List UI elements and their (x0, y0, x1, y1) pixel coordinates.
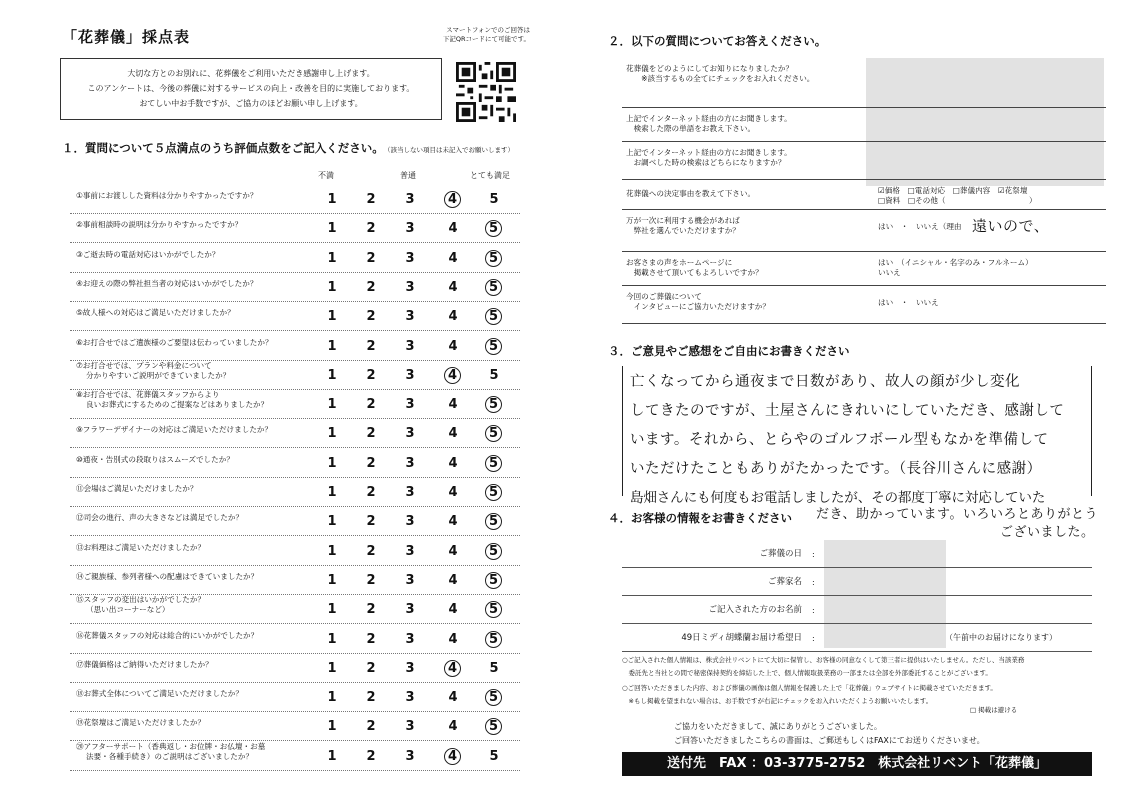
score-option-selected[interactable]: 5 (485, 338, 502, 355)
score-option[interactable]: 2 (366, 719, 376, 735)
question-row (72, 741, 522, 770)
score-option[interactable]: 2 (366, 631, 376, 647)
score-option[interactable]: 2 (366, 250, 376, 266)
score-option[interactable]: 1 (327, 572, 337, 588)
question-text: ⑬お料理はご満足いただけましたか？ (76, 542, 206, 552)
score-option[interactable]: 1 (327, 455, 337, 471)
question-text: ⑮スタッフの変出はいかがでしたか？ （思い出コーナーなど） (76, 595, 206, 615)
question-text: ⑧お打合せでは、花葬儀スタッフからより 良いお葬式にするためのご提案などはありましたか？ (76, 390, 269, 410)
survey-row (622, 286, 1106, 324)
score-option[interactable]: 4 (448, 279, 458, 295)
qr-note: スマートフォンでのご回答は 下記QRコードにて可能です。 (442, 26, 530, 43)
survey-row (622, 180, 1106, 210)
row-divider (70, 770, 520, 771)
info-field[interactable] (824, 544, 1084, 566)
info-colon: : (812, 634, 815, 643)
comment-line: してきたのですが、土屋さんにきれいにしていただき、感謝して (630, 403, 1065, 419)
score-option[interactable]: 3 (405, 279, 415, 295)
score-option-selected[interactable]: 4 (444, 660, 461, 677)
survey-row (622, 252, 1106, 286)
intro-line: このアンケートは、今後の葬儀に対するサービスの向上・改善を目的に実施しております。 (87, 84, 415, 93)
score-option[interactable]: 4 (448, 426, 458, 442)
score-option[interactable]: 3 (405, 748, 415, 764)
scale-low: 不満 (318, 171, 334, 180)
survey-answer[interactable]: ☑価格 □電話対応 □葬儀内容 ☑花祭壇 □資料 □その他（ ） (878, 186, 1037, 205)
score-option[interactable]: 3 (405, 397, 415, 413)
score-option[interactable]: 1 (327, 543, 337, 559)
section4-title: ４．お客様の情報をお書きください (608, 511, 792, 525)
score-option[interactable]: 3 (405, 367, 415, 383)
question-row (72, 184, 522, 213)
score-option[interactable]: 3 (405, 719, 415, 735)
section3-title: ３．ご意見やご感想をご自由にお書きください (608, 344, 850, 358)
question-row (72, 418, 522, 447)
score-option[interactable]: 5 (489, 660, 499, 676)
survey-question: 万が一次に利用する機会があれば 弊社を選んでいただけますか？ (626, 216, 740, 235)
comment-line: だき、助かっています。いろいろとありがとう (816, 507, 1098, 522)
survey-question: 花葬儀をどのようにしてお知りになりましたか？ ※該当するもの全てにチェックをお入れください。 (626, 64, 815, 83)
question-text: ⑱お葬式全体についてご満足いただけましたか？ (76, 689, 243, 699)
score-option[interactable]: 3 (405, 221, 415, 237)
score-option[interactable]: 3 (405, 631, 415, 647)
section1-note: （該当しない項目は未記入でお願いします） (384, 146, 514, 154)
score-option[interactable]: 3 (405, 660, 415, 676)
score-option[interactable]: 3 (405, 192, 415, 207)
score-option-selected[interactable]: 5 (485, 396, 502, 413)
question-row (72, 389, 522, 418)
score-option[interactable]: 3 (405, 338, 415, 354)
intro-line: 大切な方とのお別れに、花葬儀をご利用いただき感謝申し上げます。 (127, 69, 375, 78)
score-option[interactable]: 4 (448, 543, 458, 559)
question-text: ⑪会場はご満足いただけましたか？ (76, 484, 198, 493)
question-text: ⑭ご親族様、参列者様への配慮はできていましたか？ (76, 571, 259, 581)
question-row (72, 565, 522, 594)
score-option[interactable]: 3 (405, 572, 415, 588)
score-option[interactable]: 4 (448, 572, 458, 588)
score-option[interactable]: 3 (405, 602, 415, 618)
question-row (72, 594, 522, 623)
score-option-selected[interactable]: 5 (485, 279, 502, 296)
score-option-selected[interactable]: 5 (485, 425, 502, 442)
score-option[interactable]: 5 (489, 748, 499, 764)
score-option[interactable]: 2 (366, 602, 376, 618)
score-option[interactable]: 1 (327, 192, 337, 207)
question-row (72, 360, 522, 389)
score-option[interactable]: 3 (405, 690, 415, 706)
question-text: ⑫司会の進行、声の大きさなどは満足でしたか？ (76, 513, 244, 523)
question-row (72, 301, 522, 330)
survey-row (622, 210, 1106, 252)
score-option[interactable]: 4 (448, 455, 458, 471)
score-option[interactable]: 1 (327, 309, 337, 325)
survey-question: お客さまの声をホームページに 掲載させて頂いてもよろしいですか？ (626, 258, 763, 277)
question-row (72, 653, 522, 682)
survey-question: 上記でインターネット経由の方にお聞きします。 お調べした時の検索はどちらになりますか？ (626, 148, 792, 167)
question-text: ⑲花祭壇はご満足いただけましたか？ (76, 718, 206, 728)
score-option[interactable]: 2 (366, 338, 376, 354)
score-option[interactable]: 1 (327, 221, 337, 237)
score-option-selected[interactable]: 5 (485, 572, 502, 589)
score-option-selected[interactable]: 5 (485, 543, 502, 560)
question-text: ⑳アフターサポート（香典返し・お位牌・お仏壇・お墓 法要・各種手続き）のご説明はございましたか？ (76, 741, 266, 761)
survey-answer[interactable]: はい （イニシャル・名字のみ・フルネーム） いいえ (878, 258, 1033, 277)
score-option[interactable]: 1 (327, 631, 337, 647)
comment-line: 亡くなってから通夜まで日数があり、故人の顔が少し変化 (630, 374, 1020, 390)
score-option-selected[interactable]: 5 (485, 250, 502, 267)
comment-line: います。それから、とらやのゴルフボール型もなかを準備して (630, 432, 1049, 448)
question-row (72, 243, 522, 272)
survey-question: 花葬儀への決定事由を教えて下さい。 (626, 189, 756, 198)
score-option[interactable]: 2 (366, 192, 376, 207)
score-option[interactable]: 1 (327, 338, 337, 354)
score-option[interactable]: 1 (327, 514, 337, 530)
question-text: ⑥お打合せではご遺族様のご要望は伝わっていましたか？ (76, 337, 273, 347)
question-text: ⑨フラワーデザイナーの対応はご満足いただけましたか？ (76, 425, 273, 435)
score-option[interactable]: 4 (448, 338, 458, 354)
survey-answer[interactable]: はい ・ いいえ (878, 298, 939, 307)
section2-title: ２．以下の質問についてお答えください。 (608, 34, 827, 48)
info-colon: : (812, 578, 815, 587)
question-row (72, 536, 522, 565)
score-option[interactable]: 2 (366, 748, 376, 764)
score-option-selected[interactable]: 4 (444, 748, 461, 765)
question-text: ⑩通夜・告別式の段取りはスムーズでしたか？ (76, 454, 234, 464)
score-option[interactable]: 4 (448, 309, 458, 325)
score-option-selected[interactable]: 5 (485, 220, 502, 237)
thanks-text: ご協力をいただきまして、誠にありがとうございました。 ご回答いただきましたこちらの書面は、ご郵送もしくはFAXにてお送りくださいませ。 (674, 722, 985, 745)
question-text: ③ご逝去時の電話対応はいかがでしたか？ (76, 249, 220, 259)
score-option[interactable]: 1 (327, 719, 337, 735)
question-row (72, 477, 522, 506)
score-option[interactable]: 2 (366, 485, 376, 500)
score-option[interactable]: 2 (366, 660, 376, 676)
score-option[interactable]: 4 (448, 221, 458, 237)
question-row (72, 711, 522, 740)
question-row (72, 506, 522, 535)
info-label: ご葬家名 (767, 577, 802, 587)
score-option[interactable]: 1 (327, 602, 337, 618)
survey-question: 上記でインターネット経由の方にお聞きします。 検索した際の単語をお教え下さい。 (626, 114, 792, 133)
score-option[interactable]: 4 (448, 514, 458, 530)
score-option[interactable]: 2 (366, 690, 376, 706)
score-option[interactable]: 3 (405, 426, 415, 442)
score-option[interactable]: 5 (489, 192, 499, 207)
score-option[interactable]: 2 (366, 455, 376, 471)
score-option[interactable]: 5 (489, 367, 499, 383)
page-title: 「花葬儀」採点表 (62, 28, 191, 46)
scale-high: とても満足 (470, 171, 510, 180)
question-text: ⑤故人様への対応はご満足いただけましたか？ (76, 308, 235, 318)
score-option[interactable]: 2 (366, 221, 376, 237)
score-option[interactable]: 2 (366, 426, 376, 442)
score-option[interactable]: 1 (327, 485, 337, 500)
score-option-selected[interactable]: 5 (485, 601, 502, 618)
score-option[interactable]: 2 (366, 543, 376, 559)
score-option[interactable]: 4 (448, 602, 458, 618)
scale-mid: 普通 (400, 171, 416, 180)
score-option[interactable]: 1 (327, 426, 337, 442)
score-option[interactable]: 4 (448, 250, 458, 266)
info-label: 49日ミディ胡蝶蘭お届け希望日 (681, 633, 802, 643)
intro-line: おてしい中お手数ですが、ご協力のほどお願い申し上げます。 (139, 99, 363, 108)
score-option[interactable]: 1 (327, 748, 337, 764)
question-row (72, 448, 522, 477)
question-text: ④お迎えの際の弊社担当者の対応はいかがでしたか？ (76, 278, 258, 288)
comment-line: いただけたこともありがたかったです。（長谷川さんに感謝） (630, 461, 1042, 477)
score-option[interactable]: 3 (405, 514, 415, 530)
comment-line: ございました。 (1000, 525, 1095, 540)
intro-box (60, 58, 442, 120)
score-option-selected[interactable]: 5 (485, 484, 502, 501)
score-option-selected[interactable]: 4 (444, 191, 461, 208)
score-option-selected[interactable]: 5 (485, 631, 502, 648)
qr-code[interactable] (456, 62, 516, 122)
info-row (622, 598, 1092, 624)
fax-footer: 送付先 FAX ：03-3775-2752 株式会社リベント「花葬儀」 (622, 752, 1092, 776)
score-option[interactable]: 2 (366, 514, 376, 530)
score-option[interactable]: 4 (448, 690, 458, 706)
score-option[interactable]: 2 (366, 572, 376, 588)
delivery-note: （午前中のお届けになります） (945, 633, 1057, 642)
score-option[interactable]: 4 (448, 719, 458, 735)
info-colon: : (812, 606, 815, 615)
score-option[interactable]: 2 (366, 309, 376, 325)
score-option[interactable]: 4 (448, 485, 458, 500)
question-text: ⑯花葬儀スタッフの対応は総合的にいかがでしたか？ (76, 630, 259, 640)
info-label: ご葬儀の日 (759, 549, 802, 559)
info-label: ご記入された方のお名前 (708, 605, 802, 615)
handwritten-reason: 遠いので、 (972, 217, 1050, 235)
score-option[interactable]: 1 (327, 279, 337, 295)
survey-row (622, 142, 1106, 180)
score-option[interactable]: 3 (405, 250, 415, 266)
score-option[interactable]: 1 (327, 690, 337, 706)
score-option[interactable]: 4 (448, 397, 458, 413)
score-option-selected[interactable]: 4 (444, 367, 461, 384)
score-option[interactable]: 2 (366, 397, 376, 413)
score-option[interactable]: 2 (366, 367, 376, 383)
score-option[interactable]: 1 (327, 250, 337, 266)
question-row (72, 682, 522, 711)
score-option[interactable]: 1 (327, 367, 337, 383)
notes: ○ご記入された個人情報は、株式会社リベントにて大切に保管し、お客様の同意なくして第三者に提供はいたしません。ただし、当該業務 委託先と当社との間で秘密保持契約を締結した上で、個人情報取扱業務の一部または全部を外部委託することがございます。 ○ご回答いただきました内容、および葬儀の画像は個人情報を保護した上で「花葬儀」ウェブサイトに掲載させていただきます。 ※もし掲載を望まれない場合は、お手数ですが右記にチェックをお入れいただくようお願いいたします。 (622, 656, 1025, 705)
score-option-selected[interactable]: 5 (485, 689, 502, 706)
info-field[interactable] (824, 600, 1084, 622)
score-option-selected[interactable]: 5 (485, 308, 502, 325)
score-option[interactable]: 1 (327, 397, 337, 413)
no-publish-checkbox[interactable]: □ 掲載は避ける (970, 706, 1018, 714)
survey-answer[interactable]: はい ・ いいえ（理由 (878, 222, 962, 231)
comment-line: 島畑さんにも何度もお電話しましたが、その都度丁寧に対応していた (630, 490, 1046, 506)
info-row (622, 542, 1092, 568)
info-colon: : (812, 550, 815, 559)
handwritten-comments (630, 368, 1100, 513)
question-text: ①事前にお渡しした資料は分かりやすかったですか？ (76, 191, 258, 200)
score-option-selected[interactable]: 5 (485, 455, 502, 472)
score-option-selected[interactable]: 5 (485, 513, 502, 530)
survey-question: 今回のご葬儀について インタビューにご協力いただけますか？ (626, 292, 770, 311)
question-row (72, 213, 522, 242)
survey-row (622, 58, 1106, 108)
question-text: ②事前相談時の説明は分かりやすかったですか？ (76, 220, 243, 230)
question-row (72, 331, 522, 360)
score-option[interactable]: 3 (405, 543, 415, 559)
question-row (72, 272, 522, 301)
section1-title: １．質問について５点満点のうち評価点数をご記入ください。 (62, 141, 384, 155)
score-option[interactable]: 1 (327, 660, 337, 676)
question-row (72, 624, 522, 653)
info-field[interactable] (824, 572, 1084, 594)
score-option[interactable]: 2 (366, 279, 376, 295)
score-option[interactable]: 3 (405, 485, 415, 500)
info-row (622, 570, 1092, 596)
survey-row (622, 108, 1106, 142)
score-option[interactable]: 3 (405, 455, 415, 471)
score-option-selected[interactable]: 5 (485, 718, 502, 735)
question-text: ⑦お打合せでは、プランや料金について 分かりやすいご説明ができていましたか？ (76, 360, 231, 380)
score-option[interactable]: 3 (405, 309, 415, 325)
score-option[interactable]: 4 (448, 631, 458, 647)
question-text: ⑰葬儀価格はご納得いただけましたか？ (76, 659, 213, 669)
